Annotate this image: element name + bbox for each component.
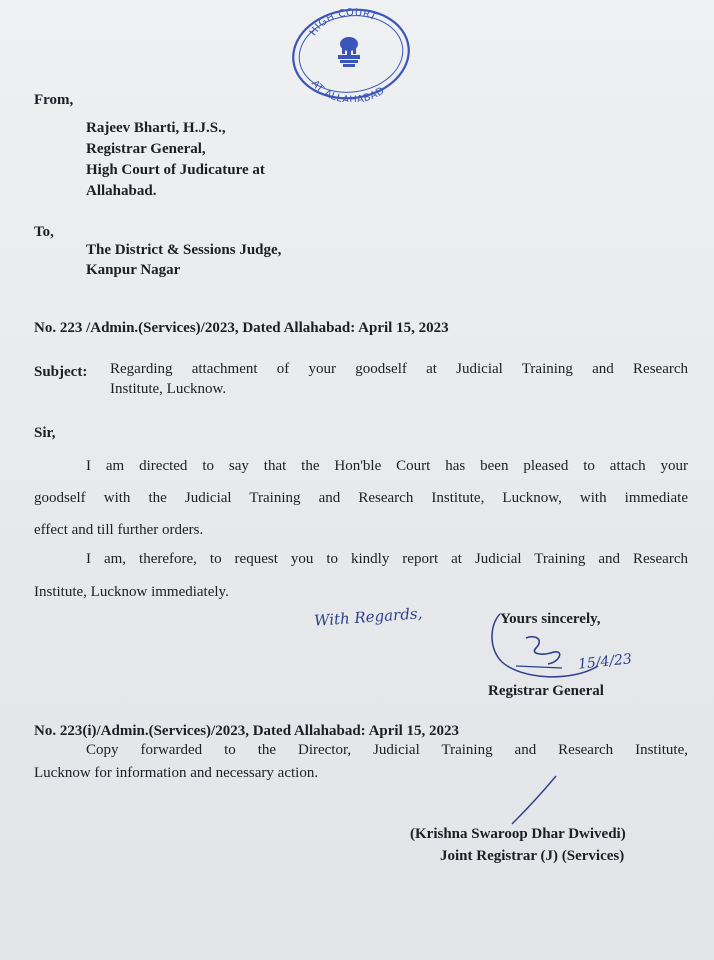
paragraph-2-line-2: Institute, Lucknow immediately. [34, 584, 229, 600]
seal-top-text: HIGH COURT [307, 7, 379, 38]
emblem-icon [338, 37, 360, 67]
svg-text:HIGH COURT [308, 7, 379, 38]
closing: Yours sincerely, [500, 611, 601, 627]
from-line-2: Registrar General, [86, 141, 206, 157]
salutation: Sir, [34, 425, 56, 441]
from-line-4: Allahabad. [86, 183, 157, 199]
subject-line-1: Regarding attachment of your goodself at Judicial Training and Research [110, 361, 688, 377]
subject-line-2: Institute, Lucknow. [110, 381, 227, 397]
reference-line: No. 223 /Admin.(Services)/2023, Dated Allahabad: April 15, 2023 [34, 320, 449, 336]
svg-text:AT ALLAHABAD [309, 79, 387, 102]
signatory-title: Registrar General [488, 683, 604, 699]
to-line-2: Kanpur Nagar [86, 262, 181, 278]
subject-label: Subject: [34, 364, 88, 380]
copy-line-1: Copy forwarded to the Director, Judicial Training and Research Institute, [86, 742, 688, 758]
paragraph-1-line-1: I am directed to say that the Hon'ble Court has been pleased to attach your [86, 458, 688, 474]
from-line-1: Rajeev Bharti, H.J.S., [86, 120, 226, 136]
paragraph-1-line-3: effect and till further orders. [34, 522, 204, 538]
copy-reference: No. 223(i)/Admin.(Services)/2023, Dated Allahabad: April 15, 2023 [34, 723, 460, 739]
from-line-3: High Court of Judicature at [86, 162, 265, 178]
from-label: From, [34, 92, 74, 108]
to-label: To, [34, 224, 54, 240]
handwritten-date: 15/4/23 [577, 651, 633, 673]
handwritten-regards: With Regards, [313, 604, 423, 630]
joint-registrar-name: (Krishna Swaroop Dhar Dwivedi) [410, 826, 626, 842]
joint-registrar-signature [506, 772, 566, 830]
joint-registrar-title: Joint Registrar (J) (Services) [440, 848, 625, 864]
to-line-1: The District & Sessions Judge, [86, 242, 282, 258]
seal-bottom-text: AT ALLAHABAD [308, 78, 387, 102]
copy-line-2: Lucknow for information and necessary action. [34, 765, 319, 781]
paragraph-1-line-2: goodself with the Judicial Training and Research Institute, Lucknow, with immediate [34, 490, 688, 506]
paragraph-2-line-1: I am, therefore, to request you to kindly report at Judicial Training and Research [86, 551, 688, 567]
high-court-seal [287, 6, 415, 102]
